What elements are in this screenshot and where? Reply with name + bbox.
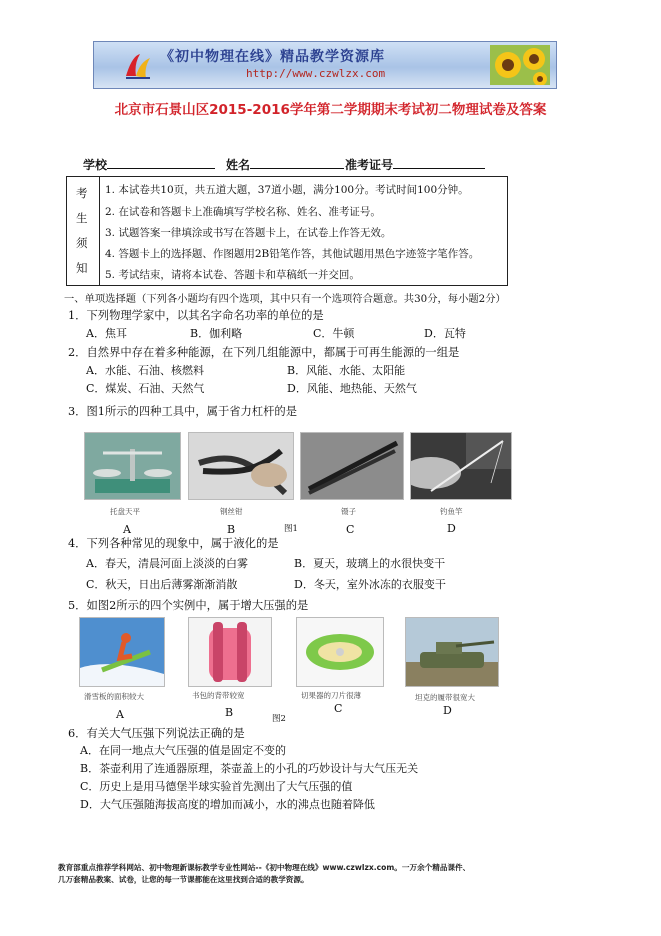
site-logo-icon <box>122 50 154 82</box>
notice-label <box>67 177 100 285</box>
q6-option-b[interactable]: B．茶壶利用了连通器原理，茶壶盖上的小孔的巧妙设计与大气压无关 <box>80 762 419 775</box>
footer-line: 教育部重点推荐学科网站、初中物理新课标教学专业性网站--《初中物理在线》www.czwlzx.com。一万余个精品课件、 <box>58 863 471 872</box>
q4-option-d[interactable]: D．冬天，室外冰冻的衣服变干 <box>294 578 446 591</box>
wire-pliers-image <box>188 432 294 500</box>
q4-option-c[interactable]: C．秋天，日出后薄雾渐渐消散 <box>86 578 238 591</box>
figure-2-label: 图2 <box>272 714 286 724</box>
q3-letter-d[interactable]: D <box>447 522 456 535</box>
question-4-stem: 4．下列各种常见的现象中，属于液化的是 <box>68 537 279 550</box>
q5-caption-d: 坦克的履带很宽大 <box>415 693 475 702</box>
notice-label-char: 生 <box>76 211 88 225</box>
site-banner <box>93 41 557 89</box>
q5-letter-c[interactable]: C <box>334 702 343 715</box>
q6-option-c[interactable]: C．历史上是用马德堡半球实验首先测出了大气压强的值 <box>80 780 353 793</box>
q1-option-c[interactable]: C．牛顿 <box>313 327 355 340</box>
tweezers-image <box>300 432 404 500</box>
q2-option-c[interactable]: C．煤炭、石油、天然气 <box>86 382 205 395</box>
notice-item: 5. 考试结束，请将本试卷、答题卡和草稿纸一并交回。 <box>105 269 360 281</box>
name-label: 姓名 <box>226 158 251 172</box>
q1-option-a[interactable]: A．焦耳 <box>86 327 127 340</box>
notice-label-char: 须 <box>76 236 88 250</box>
q5-caption-a: 滑雪板的面积较大 <box>84 692 144 701</box>
tank-image <box>405 617 499 687</box>
fruit-cutter-image <box>296 617 384 687</box>
question-1-stem: 1．下列物理学家中，以其名字命名功率的单位的是 <box>68 309 324 322</box>
q3-letter-a[interactable]: A <box>123 523 131 536</box>
school-field[interactable] <box>83 156 215 173</box>
banner-url[interactable]: http://www.czwlzx.com <box>246 67 386 80</box>
notice-label-char: 知 <box>76 261 88 275</box>
section-heading: 一、单项选择题（下列各小题均有四个选项，其中只有一个选项符合题意。共30分，每小题2分） <box>64 293 506 305</box>
snowboard-image <box>79 617 165 687</box>
notice-label-char: 考 <box>76 186 88 200</box>
exam-notice-table <box>66 176 508 286</box>
notice-item: 2. 在试卷和答题卡上准确填写学校名称、姓名、准考证号。 <box>105 206 381 218</box>
footer-line: 几万套精品教案、试卷，让您的每一节课都能在这里找到合适的教学资源。 <box>58 875 309 884</box>
tray-balance-image <box>84 432 181 500</box>
q3-letter-c[interactable]: C <box>346 523 355 536</box>
q5-caption-c: 切果器的刀片很薄 <box>301 691 361 700</box>
q4-option-b[interactable]: B．夏天，玻璃上的水很快变干 <box>294 557 446 570</box>
exam-id-label: 准考证号 <box>345 158 394 172</box>
schoolbag-image <box>188 617 272 687</box>
q5-letter-b[interactable]: B <box>225 706 234 719</box>
q5-letter-d[interactable]: D <box>443 704 452 717</box>
school-label: 学校 <box>83 158 108 172</box>
q3-letter-b[interactable]: B <box>227 523 236 536</box>
q6-option-d[interactable]: D．大气压强随海拔高度的增加而减小，水的沸点也随着降低 <box>80 798 375 811</box>
q6-option-a[interactable]: A．在同一地点大气压强的值是固定不变的 <box>80 744 286 757</box>
q3-caption-a: 托盘天平 <box>110 507 140 516</box>
question-6-stem: 6．有关大气压强下列说法正确的是 <box>68 727 245 740</box>
exam-id-field[interactable] <box>345 156 485 173</box>
notice-item: 4. 答题卡上的选择题、作图题用2B铅笔作答，其他试题用黑色字迹签字笔作答。 <box>105 248 480 260</box>
banner-title: 《初中物理在线》精品教学资源库 <box>160 49 385 65</box>
q3-caption-c: 镊子 <box>341 507 356 516</box>
sunflower-icon <box>490 45 550 85</box>
figure-1-label: 图1 <box>284 524 298 534</box>
question-2-stem: 2．自然界中存在着多种能源，在下列几组能源中，都属于可再生能源的一组是 <box>68 346 460 359</box>
q1-option-d[interactable]: D．瓦特 <box>424 327 466 340</box>
q2-option-b[interactable]: B．风能、水能、太阳能 <box>287 364 406 377</box>
q5-caption-b: 书包的背带较宽 <box>192 691 245 700</box>
q1-option-b[interactable]: B．伽利略 <box>190 327 243 340</box>
q5-letter-a[interactable]: A <box>116 708 124 721</box>
q2-option-d[interactable]: D．风能、地热能、天然气 <box>287 382 417 395</box>
document-title: 北京市石景山区2015-2016学年第二学期期末考试初二物理试卷及答案 <box>114 102 547 118</box>
q4-option-a[interactable]: A．春天，清晨河面上淡淡的白雾 <box>86 557 248 570</box>
q2-option-a[interactable]: A．水能、石油、核燃料 <box>86 364 204 377</box>
notice-item: 3. 试题答案一律填涂或书写在答题卡上，在试卷上作答无效。 <box>105 227 392 239</box>
fishing-rod-image <box>410 432 512 500</box>
question-3-stem: 3．图1所示的四种工具中，属于省力杠杆的是 <box>68 405 298 418</box>
q3-caption-d: 钓鱼竿 <box>440 507 463 516</box>
q3-caption-b: 钢丝钳 <box>220 507 243 516</box>
page-footer <box>58 862 618 886</box>
question-5-stem: 5．如图2所示的四个实例中，属于增大压强的是 <box>68 599 309 612</box>
name-field[interactable] <box>226 156 344 173</box>
notice-item: 1. 本试卷共10页，共五道大题，37道小题，满分100分。考试时间100分钟。 <box>105 184 469 196</box>
